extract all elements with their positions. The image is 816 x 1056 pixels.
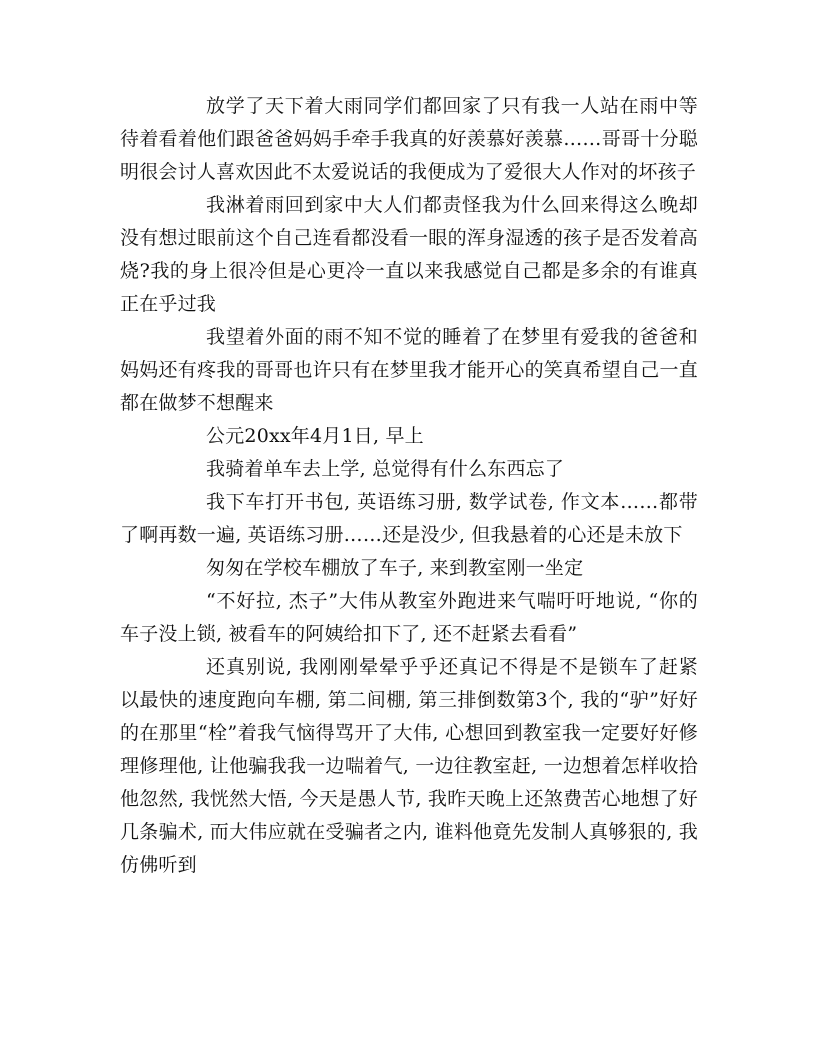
paragraph-5: 我骑着单车去上学, 总觉得有什么东西忘了	[206, 458, 565, 480]
paragraph-1: 放学了天下着大雨同学们都回家了只有我一人站在雨中等待着看着他们跟爸爸妈妈手牵手我真的好羡慕好羡慕……哥哥十分聪明很会讨人喜欢因此不太爱说话的我便成为了爱很大人作对的坏孩子	[120, 95, 698, 183]
paragraph-date: 公元20xx年4月1日, 早上	[206, 425, 424, 447]
paragraph-2: 我淋着雨回到家中大人们都责怪我为什么回来得这么晚却没有想过眼前这个自己连看都没看一眼的浑身湿透的孩子是否发着高烧?我的身上很冷但是心更冷一直以来我感觉自己都是多余的有谁真正在乎过我	[120, 194, 698, 315]
paragraph-9: 还真别说, 我刚刚晕晕乎乎还真记不得是不是锁车了赶紧以最快的速度跑向车棚, 第二间棚, 第三排倒数第3个, 我的“驴”好好的在那里“栓”着我气恼得骂开了大伟, 心想回到教室我一定要好好修理修理他, 让他骗我我一边喘着气, 一边往教室赶, 一边想着怎样收拾他忽然, 我恍然大悟, 今天是愚人节, 我昨天晚上还煞费苦心地想了好几条骗术, 而大伟应就在受骗者之内, 谁料他竟先发制人真够狠的, 我仿佛听到	[120, 656, 698, 876]
document-body	[120, 90, 698, 882]
paragraph-3: 我望着外面的雨不知不觉的睡着了在梦里有爱我的爸爸和妈妈还有疼我的哥哥也许只有在梦里我才能开心的笑真希望自己一直都在做梦不想醒来	[120, 326, 698, 414]
paragraph-7: 匆匆在学校车棚放了车子, 来到教室刚一坐定	[206, 557, 584, 579]
paragraph-8: “不好拉, 杰子”大伟从教室外跑进来气喘吁吁地说, “你的车子没上锁, 被看车的阿姨给扣下了, 还不赶紧去看看”	[120, 590, 698, 645]
paragraph-6: 我下车打开书包, 英语练习册, 数学试卷, 作文本……都带了啊再数一遍, 英语练习册……还是没少, 但我悬着的心还是未放下	[120, 491, 698, 546]
